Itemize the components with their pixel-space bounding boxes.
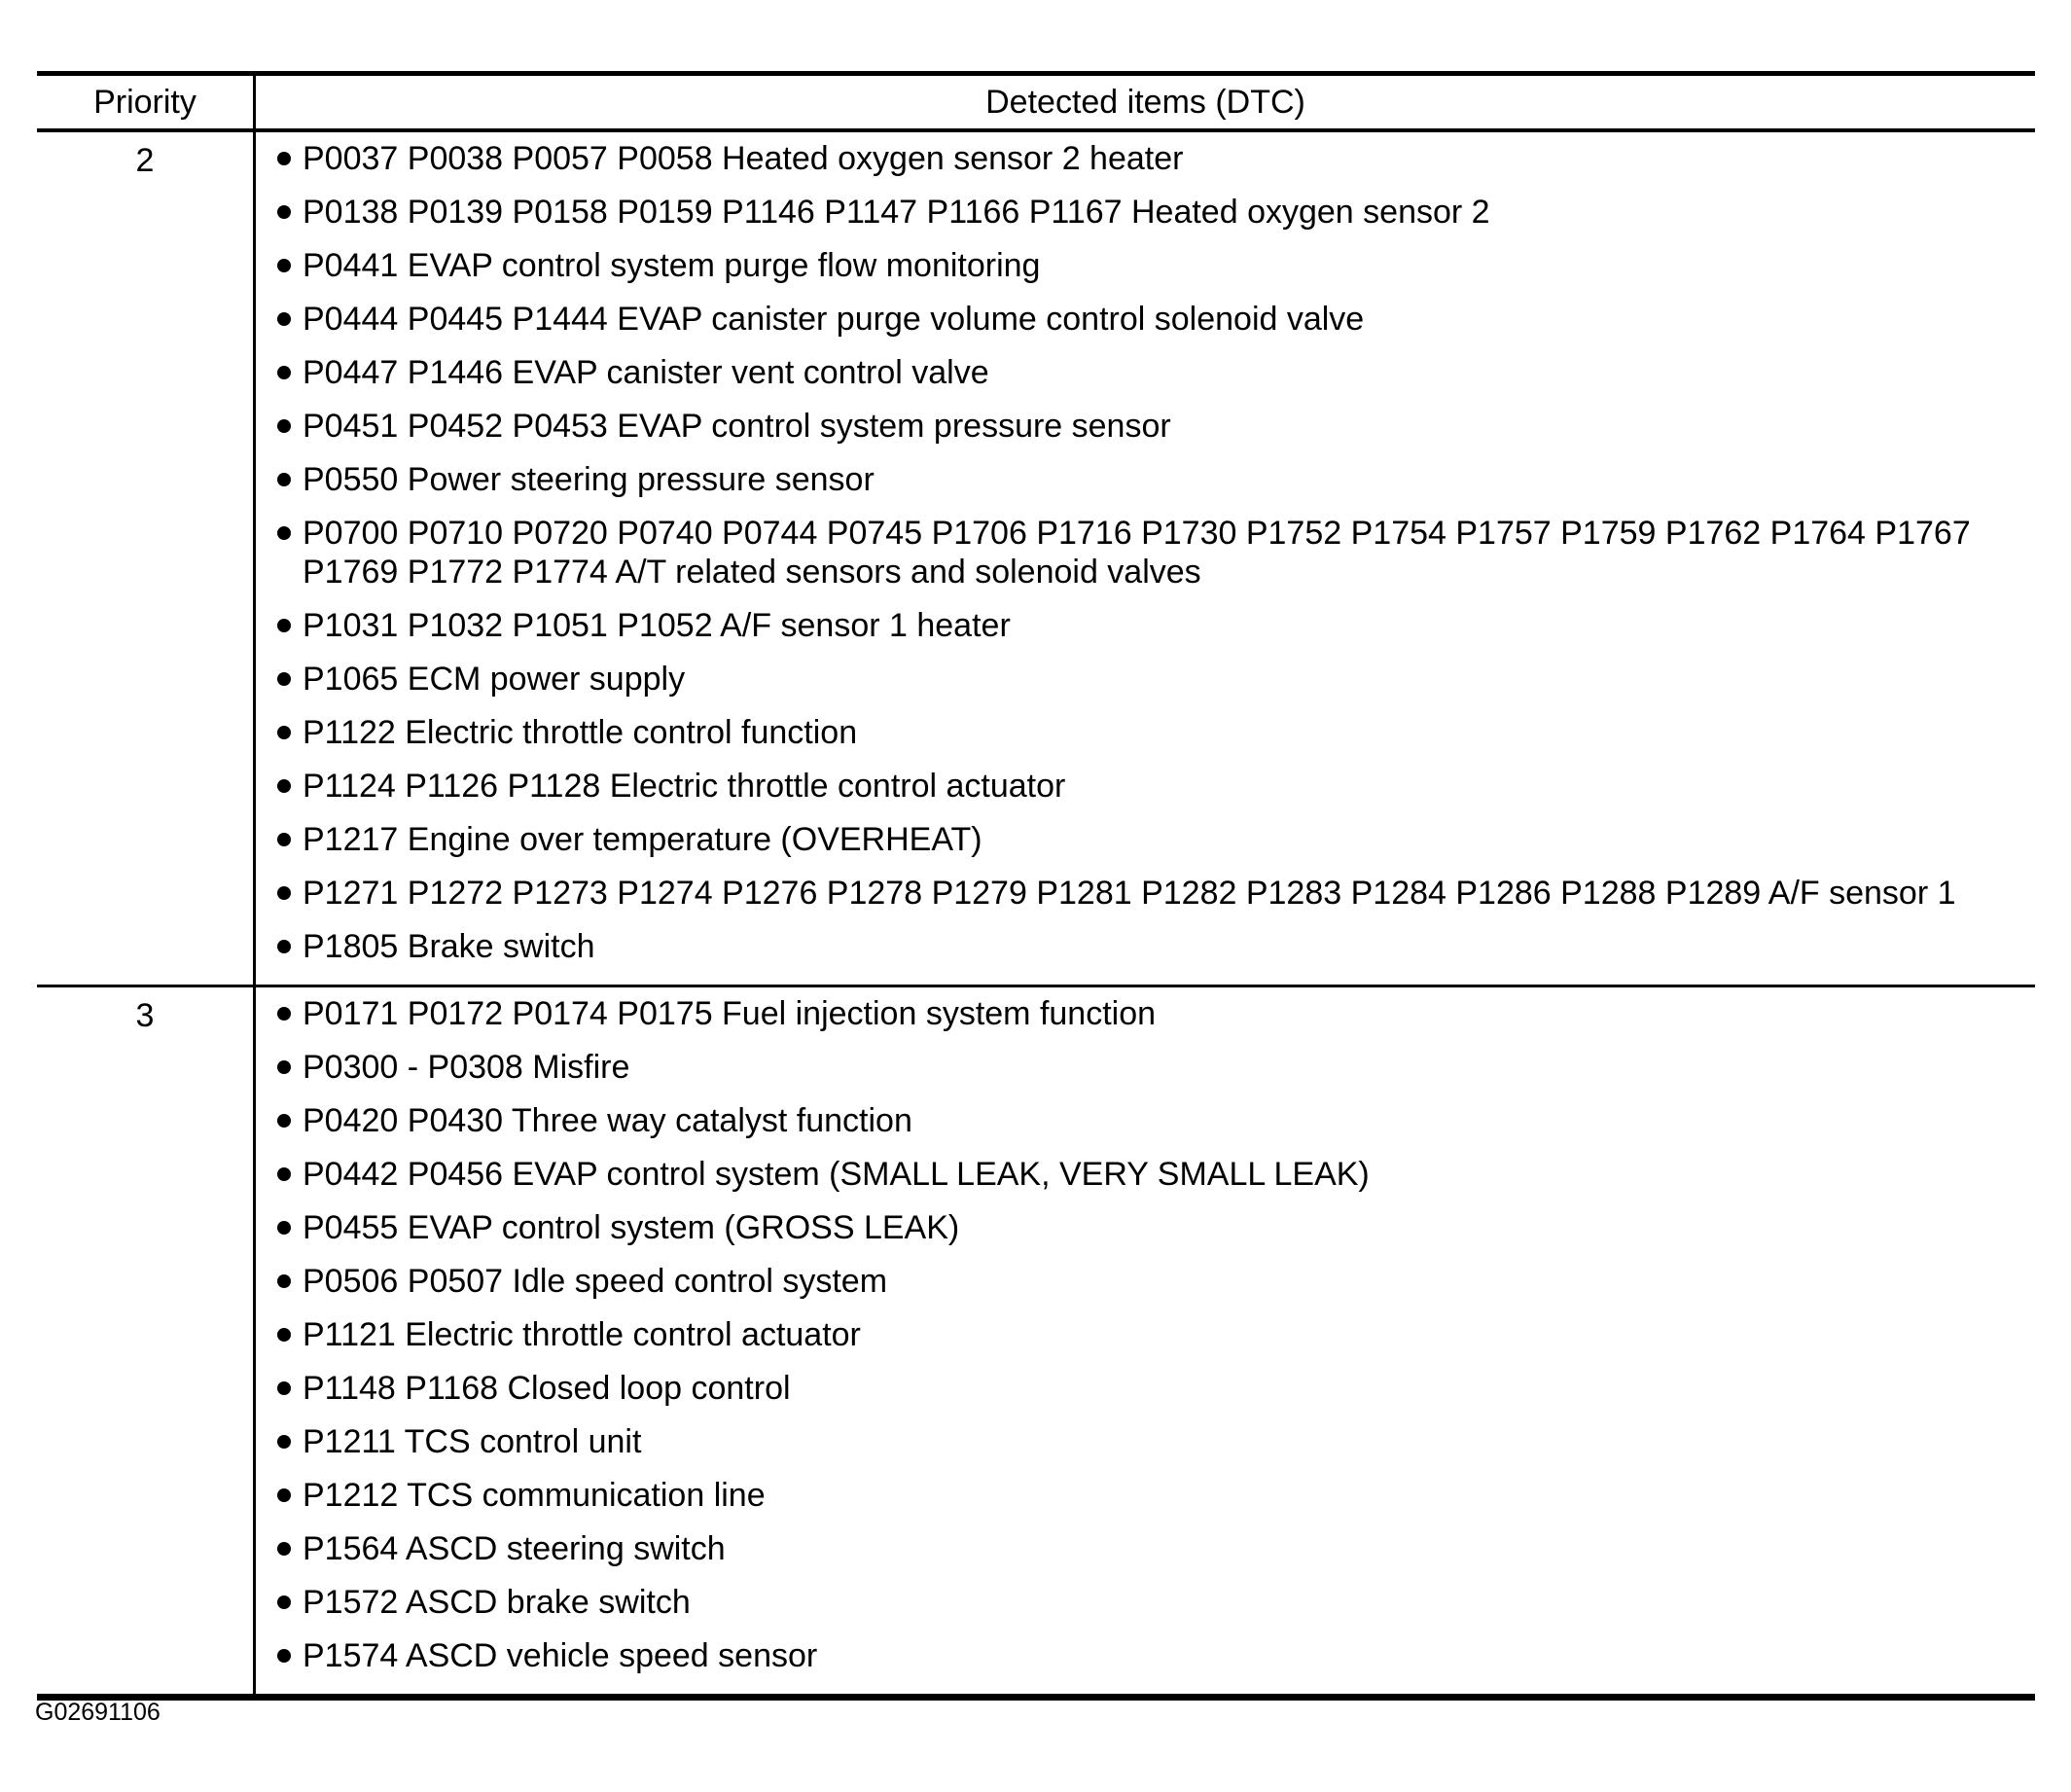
bullet-icon [277,1221,291,1235]
dtc-item-text: P1065 ECM power supply [303,661,686,698]
bullet-icon [277,940,291,953]
dtc-list-item [277,606,2025,645]
dtc-item-text: P1572 ASCD brake switch [303,1584,691,1621]
bullet-icon [277,1007,291,1021]
dtc-item-text: P0442 P0456 EVAP control system (SMALL LEAK, VERY SMALL LEAK) [303,1156,1370,1193]
dtc-item-text: P0444 P0445 P1444 EVAP canister purge volume control solenoid valve [303,301,1365,338]
priority-column-header: Priority [37,76,256,128]
bullet-icon [277,1114,291,1128]
dtc-item-text: P1124 P1126 P1128 Electric throttle control actuator [303,768,1066,805]
dtc-item-text: P0441 EVAP control system purge flow monitoring [303,247,1041,284]
dtc-item-text: P1122 Electric throttle control function [303,714,858,751]
dtc-item-text: P1148 P1168 Closed loop control [303,1370,791,1407]
dtc-list-item [277,927,2025,966]
dtc-item-text: P0300 - P0308 Misfire [303,1049,630,1086]
dtc-item-text: P0138 P0139 P0158 P0159 P1146 P1147 P1166 P1167 Heated oxygen sensor 2 [303,194,1490,231]
bullet-icon [277,1060,291,1074]
bullet-icon [277,1381,291,1395]
dtc-list-item [277,139,2025,178]
dtc-list-item [277,660,2025,699]
dtc-list [277,139,2025,966]
dtc-priority-table [37,71,2035,1701]
dtc-list-item [277,460,2025,499]
dtc-list-item [277,1636,2025,1675]
dtc-item-text: P1271 P1272 P1273 P1274 P1276 P1278 P1279 P1281 P1282 P1283 P1284 P1286 P1288 P1289 A/F sensor 1 [303,875,1956,912]
dtc-item-text: P0506 P0507 Idle speed control system [303,1263,888,1300]
bullet-icon [277,1595,291,1609]
dtc-list-item [277,1422,2025,1461]
dtc-item-text: P1805 Brake switch [303,928,595,965]
dtc-list-item [277,514,2025,591]
bullet-icon [277,205,291,219]
dtc-list-item [277,1315,2025,1354]
table-row [37,132,2035,985]
bullet-icon [277,833,291,846]
dtc-list-item [277,994,2025,1033]
bullet-icon [277,1435,291,1449]
dtc-item-text: P0451 P0452 P0453 EVAP control system pressure sensor [303,408,1171,445]
dtc-list-item [277,407,2025,446]
dtc-list-item [277,1048,2025,1087]
items-cell [256,132,2035,985]
bullet-icon [277,1542,291,1556]
bullet-icon [277,779,291,793]
bullet-icon [277,726,291,739]
dtc-list-item [277,193,2025,232]
dtc-item-text: P0550 Power steering pressure sensor [303,461,875,498]
dtc-list-item [277,246,2025,285]
bullet-icon [277,312,291,326]
table-row [37,985,2035,1694]
bullet-icon [277,366,291,379]
dtc-list-item [277,1369,2025,1408]
bullet-icon [277,473,291,486]
dtc-item-text: P0420 P0430 Three way catalyst function [303,1102,912,1139]
bullet-icon [277,1328,291,1342]
dtc-list-item [277,300,2025,339]
dtc-item-text: P1212 TCS communication line [303,1477,766,1514]
dtc-item-text: P1211 TCS control unit [303,1423,642,1460]
dtc-item-text: P0447 P1446 EVAP canister vent control valve [303,354,989,391]
dtc-list-item [277,767,2025,806]
dtc-list-item [277,713,2025,752]
dtc-list-item [277,1262,2025,1301]
dtc-item-text: P0171 P0172 P0174 P0175 Fuel injection system function [303,995,1157,1032]
bullet-icon [277,259,291,272]
dtc-item-text: P0700 P0710 P0720 P0740 P0744 P0745 P1706 P1716 P1730 P1752 P1754 P1757 P1759 P1762 P1764 P1767 P1769 P1772 P1774 A/T related sensors and solenoid valves [303,515,1971,591]
dtc-list-item [277,820,2025,859]
bullet-icon [277,619,291,632]
bullet-icon [277,1649,291,1663]
dtc-item-text: P0037 P0038 P0057 P0058 Heated oxygen sensor 2 heater [303,140,1184,177]
bullet-icon [277,886,291,900]
dtc-list-item [277,1101,2025,1140]
dtc-list-item [277,1529,2025,1568]
figure-id: G02691106 [35,1699,161,1726]
bullet-icon [277,152,291,165]
bullet-icon [277,526,291,540]
bullet-icon [277,1488,291,1502]
dtc-list-item [277,353,2025,392]
dtc-list-item [277,1208,2025,1247]
dtc-list-item [277,874,2025,913]
items-cell [256,987,2035,1694]
bullet-icon [277,419,291,433]
bullet-icon [277,1274,291,1288]
priority-cell: 3 [37,987,256,1694]
dtc-item-text: P1031 P1032 P1051 P1052 A/F sensor 1 heater [303,607,1011,644]
dtc-list-item [277,1155,2025,1194]
dtc-item-text: P0455 EVAP control system (GROSS LEAK) [303,1209,960,1246]
dtc-item-text: P1121 Electric throttle control actuator [303,1316,861,1353]
table-header-row [37,76,2035,132]
dtc-list-item [277,1476,2025,1515]
dtc-list [277,994,2025,1675]
dtc-item-text: P1217 Engine over temperature (OVERHEAT) [303,821,982,858]
bullet-icon [277,672,291,686]
detected-items-column-header: Detected items (DTC) [985,84,1305,121]
dtc-item-text: P1564 ASCD steering switch [303,1530,726,1567]
priority-cell: 2 [37,132,256,985]
table-body [37,132,2035,1694]
bullet-icon [277,1167,291,1181]
dtc-item-text: P1574 ASCD vehicle speed sensor [303,1637,818,1674]
dtc-list-item [277,1583,2025,1622]
